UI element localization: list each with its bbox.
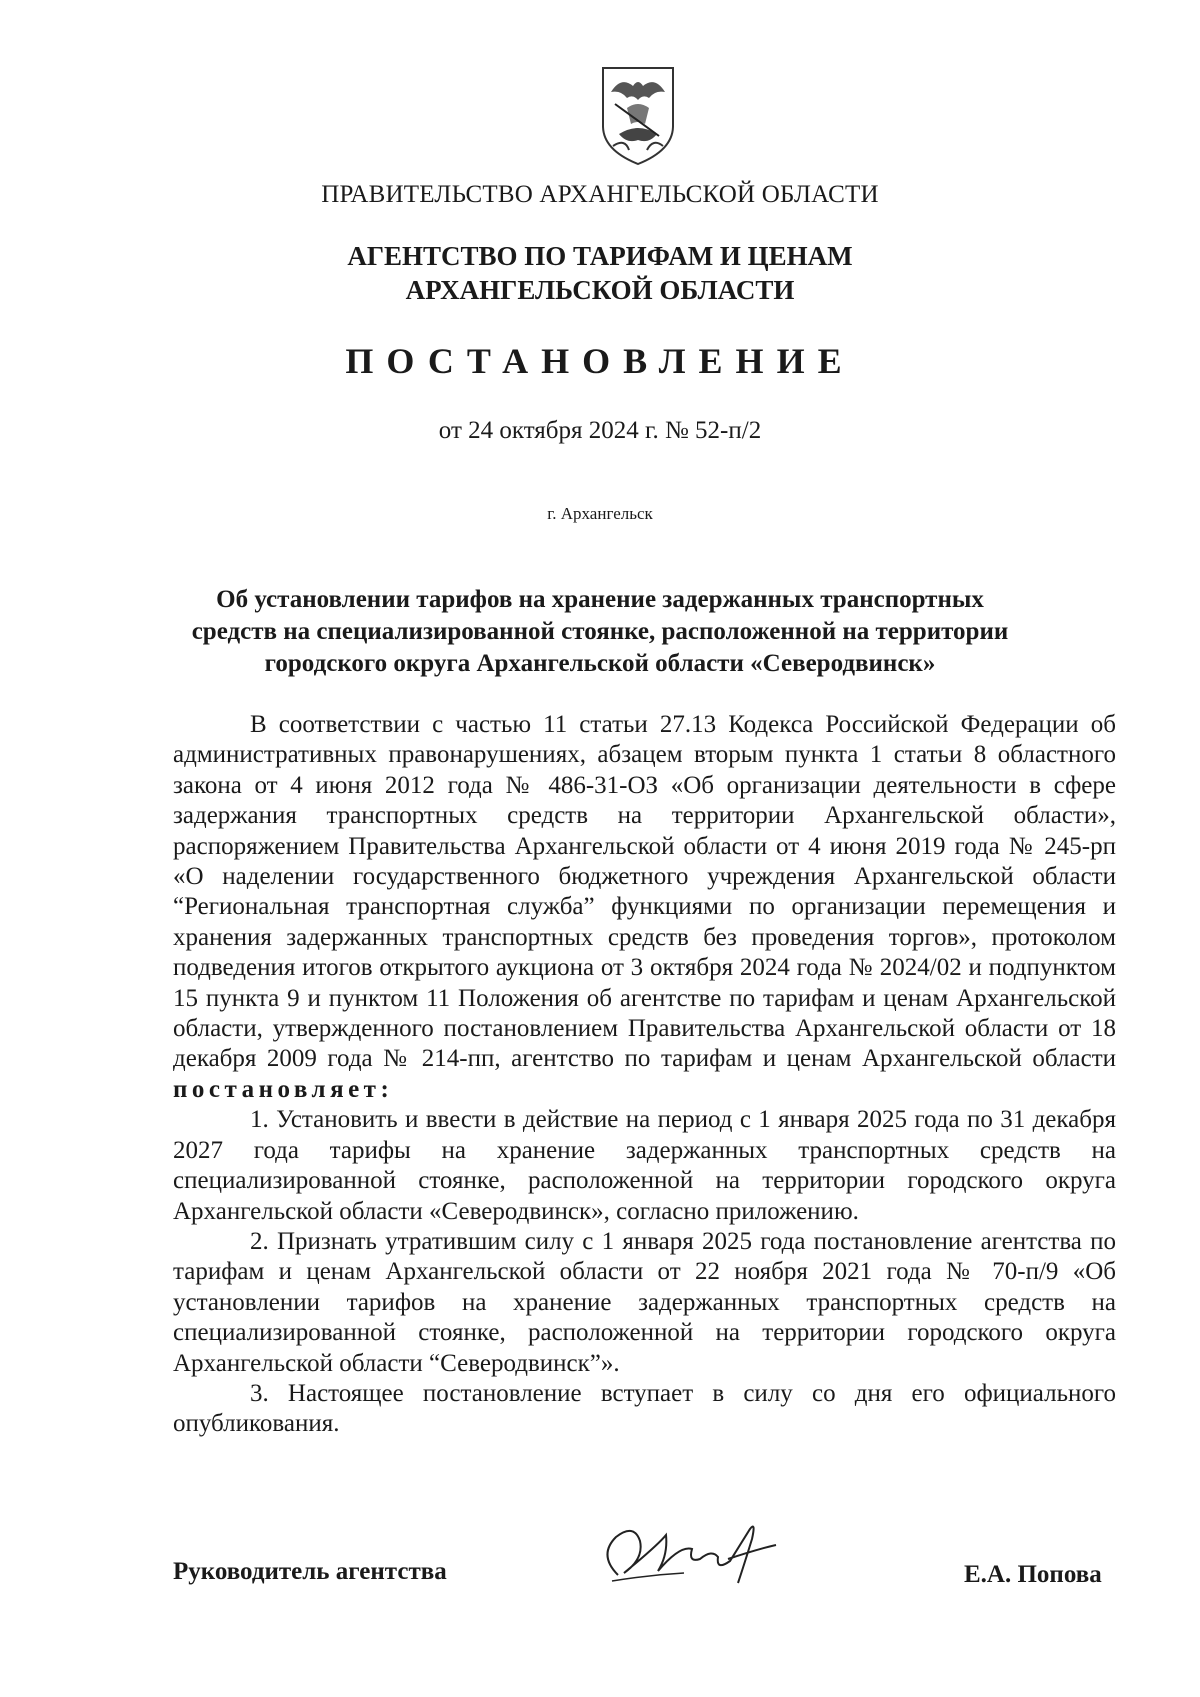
agency-name-line: АГЕНТСТВО ПО ТАРИФАМ И ЦЕНАМ — [347, 241, 853, 271]
item-1: 1. Установить и ввести в действие на период с 1 января 2025 года по 31 декабря 2027 года тарифы на хранение задержанных транспортных средств на специализированной стоянке, расположенной на территории городского округа Архангельской области «Северодвинск», согласно приложению. — [173, 1106, 1116, 1225]
subject-line: городского округа Архангельской области «Северодвинск» — [264, 650, 936, 677]
city-name: г. Архангельск — [547, 504, 653, 523]
document-type: ПОСТАНОВЛЕНИЕ — [345, 341, 855, 381]
agency-name-line: АРХАНГЕЛЬСКОЙ ОБЛАСТИ — [405, 275, 795, 305]
preamble-paragraph — [173, 710, 1116, 1105]
subject-line: средств на специализированной стоянке, расположенной на территории — [191, 618, 1009, 645]
signatory-name: Е.А. Попова — [964, 1561, 1102, 1588]
subject-line: Об установлении тарифов на хранение задержанных транспортных — [216, 586, 984, 613]
document-subject — [120, 584, 1080, 680]
decree-word: постановляет: — [173, 1075, 394, 1103]
item-2: 2. Признать утратившим силу с 1 января 2025 года постановление агентства по тарифам и ценам Архангельской области от 22 ноября 2021 года № 70-п/9 «Об установлении тарифов на хранение задержанных транспортных средств на специализированной стоянке, расположенной на территории городского округа Архангельской области “Северодвинск”». — [173, 1227, 1116, 1377]
item-3: 3. Настоящее постановление вступает в силу со дня его официального опубликования. — [173, 1379, 1116, 1438]
agency-name — [0, 239, 1200, 307]
signatory-position: Руководитель агентства — [173, 1558, 447, 1585]
date-and-number: от 24 октября 2024 г. № 52-п/2 — [438, 417, 762, 444]
handwritten-signature-icon — [588, 1515, 788, 1595]
preamble-text: В соответствии с частью 11 статьи 27.13 Кодекса Российской Федерации об административных правонарушениях, абзацем вторым пункта 1 статьи 8 областного закона от 4 июня 2012 года № 486-31-ОЗ «Об организации деятельности в сфере задержания транспортных средств на территории Архангельской области», распоряжением Правительства Архангельской области от 4 июня 2019 года № 245-рп «О наделении государственного бюджетного учреждения Архангельской области “Региональная транспортная служба” функциями по организации перемещения и хранения задержанных транспортных средств без проведения торгов», протоколом подведения итогов открытого аукциона от 3 октября 2024 года № 2024/02 и подпунктом 15 пункта 9 и пунктом 11 Положения об агентстве по тарифам и ценам Архангельской области, утвержденного постановлением Правительства Архангельской области от 18 декабря 2009 года № 214-пп, агентство по тарифам и ценам Архангельской области — [173, 711, 1116, 1073]
government-name: ПРАВИТЕЛЬСТВО АРХАНГЕЛЬСКОЙ ОБЛАСТИ — [321, 181, 879, 208]
document-body — [173, 710, 1116, 1440]
coat-of-arms-icon — [599, 64, 677, 168]
